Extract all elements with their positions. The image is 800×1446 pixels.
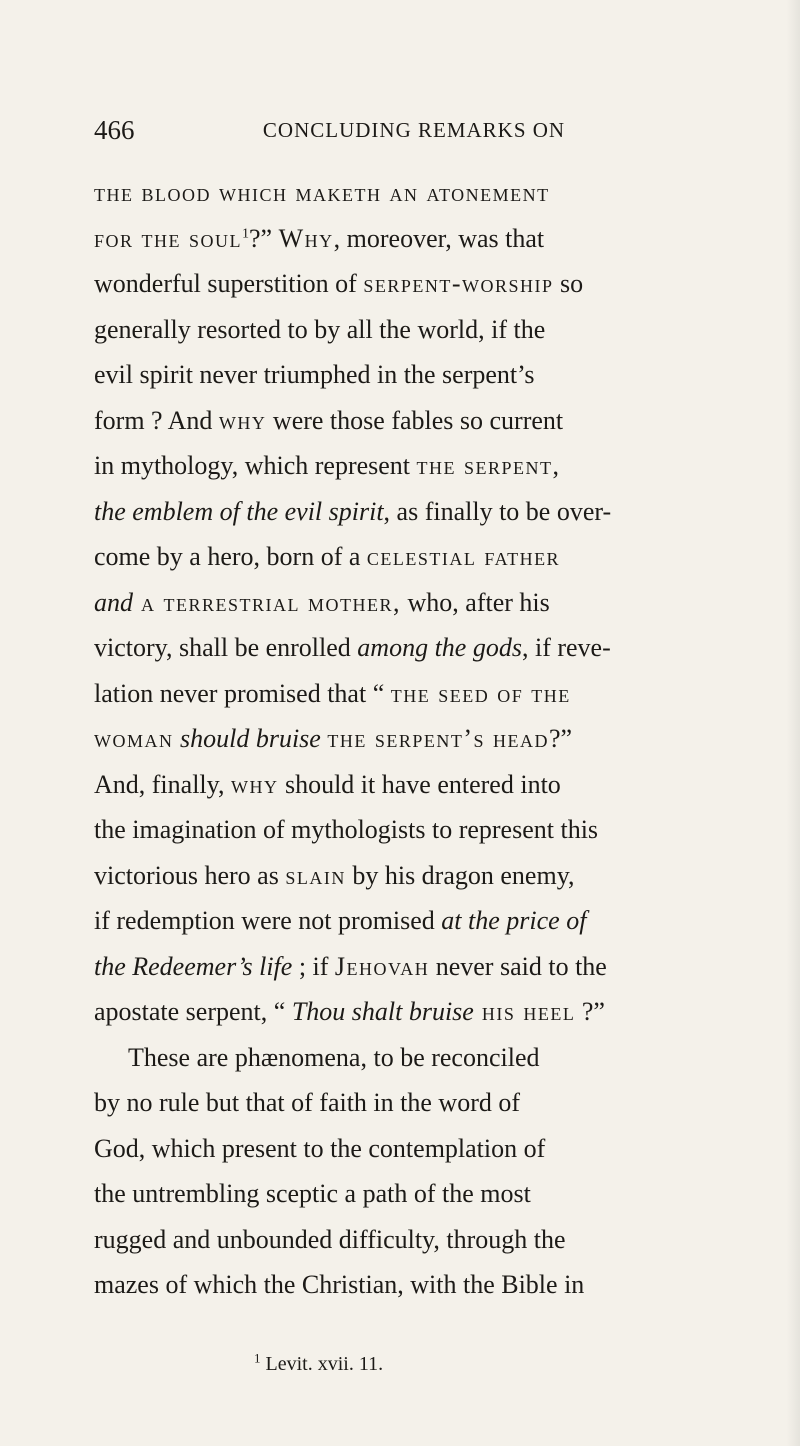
text-line xyxy=(94,580,734,626)
small-caps-text: why xyxy=(230,769,279,799)
small-caps-text: the serpent’s head xyxy=(327,724,550,753)
small-caps-text: celestial father xyxy=(366,542,561,571)
text-run: generally resorted to by all the world, if the xyxy=(94,314,546,344)
footnote-marker: 1 xyxy=(254,1350,261,1366)
text-line xyxy=(94,216,734,262)
text-run: were those fables so current xyxy=(266,405,564,435)
small-caps-text: Jehovah xyxy=(334,951,430,981)
text-line xyxy=(94,1217,734,1263)
text-run: , if reve- xyxy=(521,633,611,662)
text-run: come by a hero, born of a xyxy=(94,542,367,571)
text-run: , moreover, was that xyxy=(333,223,545,253)
text-run: lation never promised that “ xyxy=(94,678,391,708)
text-run: victorious hero as xyxy=(94,860,286,890)
text-run: who, after his xyxy=(401,587,550,617)
italic-text: Thou shalt bruise xyxy=(291,997,474,1026)
small-caps-text: serpent-worship xyxy=(363,269,554,298)
text-line xyxy=(94,307,734,353)
text-run: , as finally to be over- xyxy=(383,496,612,526)
text-run: apostate serpent, “ xyxy=(94,997,292,1026)
text-line xyxy=(94,1171,734,1217)
text-run: rugged and unbounded difficulty, through the xyxy=(94,1224,566,1254)
text-run: the untrembling sceptic a path of the most xyxy=(94,1179,531,1208)
small-caps-text: for the soul xyxy=(94,223,243,253)
text-line xyxy=(94,170,734,216)
footnote-reference: 1 xyxy=(242,225,250,241)
running-head: CONCLUDING REMARKS ON xyxy=(262,118,566,142)
text-run: by no rule but that of faith in the word of xyxy=(94,1088,521,1117)
small-caps-text: Why xyxy=(278,223,334,253)
text-line xyxy=(94,1262,734,1308)
footnote-text: Levit. xvii. 11. xyxy=(260,1353,384,1375)
page-number: 466 xyxy=(94,115,135,145)
text-run: so xyxy=(553,269,584,298)
page-edge-shadow xyxy=(786,0,800,1446)
text-run: ?” xyxy=(575,997,605,1026)
text-run: God, which present to the contemplation of xyxy=(94,1133,546,1163)
small-caps-text: a terrestrial mother, xyxy=(133,587,401,617)
text-line xyxy=(94,398,734,444)
text-line xyxy=(94,534,734,580)
text-run: ; if xyxy=(292,951,335,981)
text-run: in mythology, which represent xyxy=(94,451,417,480)
text-line xyxy=(94,261,734,307)
page-header xyxy=(94,110,734,150)
text-run: And, finally, xyxy=(94,769,231,799)
text-run: form ? And xyxy=(94,405,219,435)
text-line xyxy=(94,1035,734,1081)
text-run: never said to the xyxy=(429,951,607,981)
text-run: victory, shall be enrolled xyxy=(94,633,358,662)
text-line xyxy=(94,989,734,1035)
text-run: mazes of which the Christian, with the Bible in xyxy=(94,1270,585,1299)
text-line xyxy=(94,944,734,990)
small-caps-text: the seed of the xyxy=(390,678,571,708)
text-run: if redemption were not promised xyxy=(94,906,442,935)
footnote xyxy=(254,1350,383,1378)
text-line xyxy=(94,807,734,853)
italic-text: the emblem of the evil spirit xyxy=(94,496,384,526)
text-run: should it have entered into xyxy=(278,769,561,799)
text-run: by his dragon enemy, xyxy=(345,860,575,890)
body-text xyxy=(94,170,734,1308)
text-line xyxy=(94,1080,734,1126)
text-run: These are phænomena, to be reconciled xyxy=(128,1042,540,1072)
text-line xyxy=(94,716,734,762)
small-caps-text: why xyxy=(218,405,267,435)
text-run: ?” xyxy=(549,724,573,753)
text-line xyxy=(94,853,734,899)
small-caps-text: his heel xyxy=(473,997,576,1026)
text-line xyxy=(94,1126,734,1172)
text-run: wonderful superstition of xyxy=(94,269,364,298)
text-line xyxy=(94,489,734,535)
italic-text: should bruise xyxy=(173,724,328,753)
small-caps-text: slain xyxy=(285,860,346,890)
small-caps-text: woman xyxy=(94,724,174,753)
text-run: evil spirit never triumphed in the serpent’s xyxy=(94,360,535,389)
small-caps-text: the serpent, xyxy=(416,451,561,480)
italic-text: and xyxy=(94,587,133,617)
text-line xyxy=(94,625,734,671)
italic-text: the Redeemer’s life xyxy=(94,951,293,981)
italic-text: at the price of xyxy=(441,906,587,935)
text-line xyxy=(94,352,734,398)
small-caps-text: the blood which maketh an atonement xyxy=(94,178,550,207)
text-line xyxy=(94,671,734,717)
text-line xyxy=(94,898,734,944)
text-run: ?” xyxy=(249,223,279,253)
italic-text: among the gods xyxy=(357,633,522,662)
text-line xyxy=(94,443,734,489)
text-line xyxy=(94,762,734,808)
text-run: the imagination of mythologists to represent this xyxy=(94,815,599,844)
